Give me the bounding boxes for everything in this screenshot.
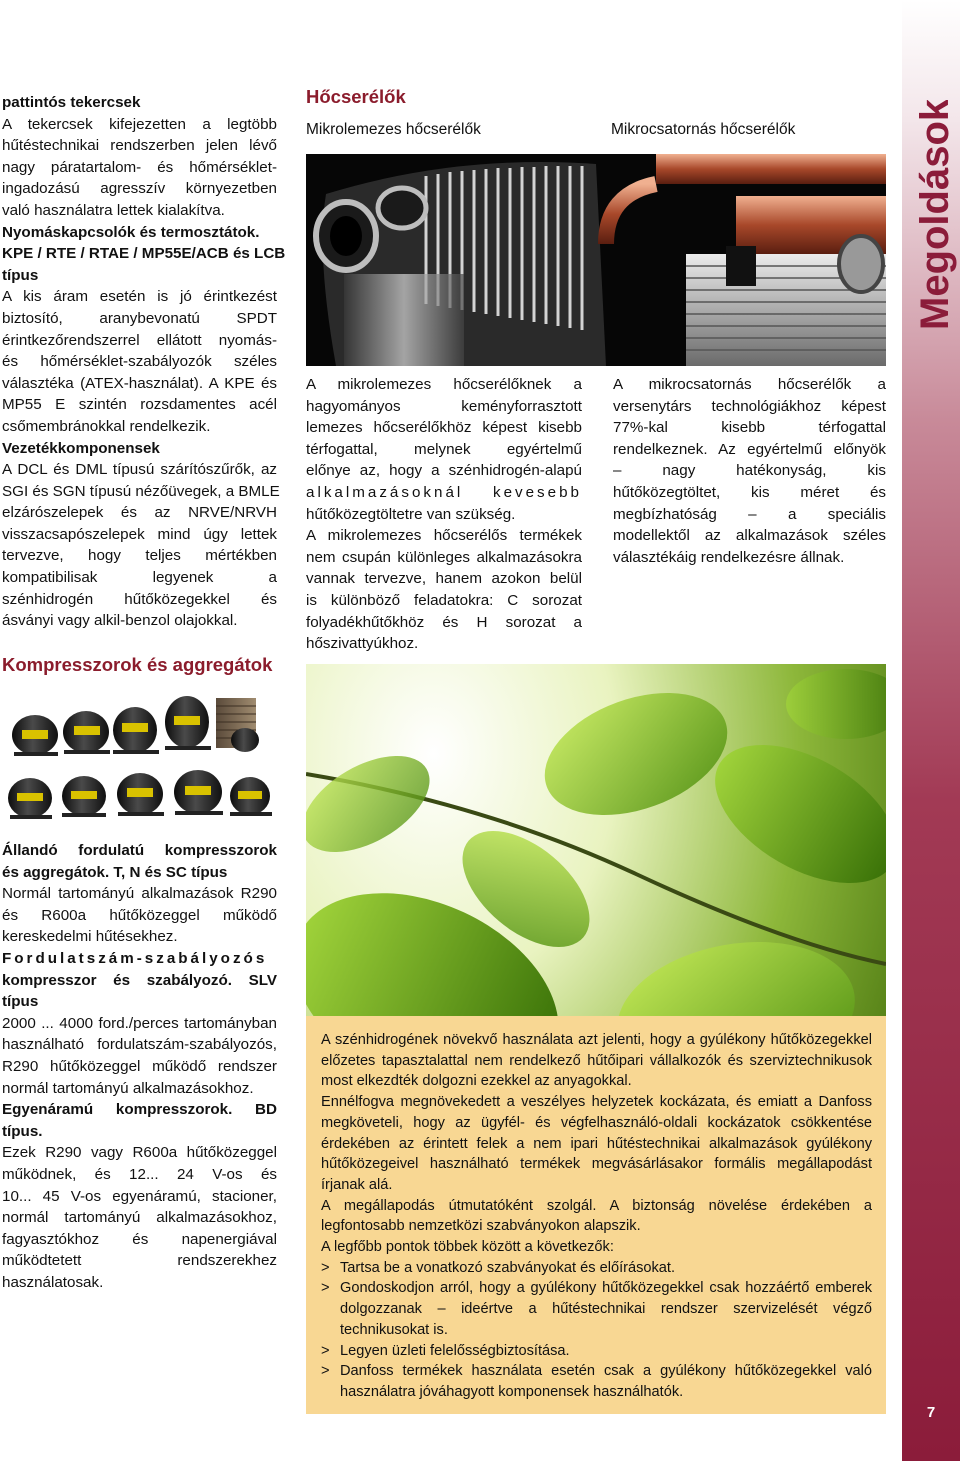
text-line: és aggregátok. T, N és SC típus [2,863,228,881]
text-line: típus. [2,1122,43,1140]
text-line: megbízhatóság – a speciális [613,505,886,523]
text-line: 2000 ... 4000 ford./perces tartományban [2,1014,277,1032]
list-item: > Danfoss termékek használata esetén csak a gyúlékony hűtőközegekkel való használatra jóváhagyott komponensek használhatók. [321,1363,872,1400]
side-title [888,100,960,330]
compressor-units-icon [0,692,280,824]
bullet-marker: > [321,1363,330,1380]
text-line: A DCL és DML típusú szárítószűrők, az [2,461,277,479]
text-line: elzárószelepek és az NRVE/NRVH [2,504,277,522]
text-line: hagyományos keményforrasztott [306,397,582,415]
text-line: Normál tartományú alkalmazások R290 [2,885,277,903]
text-line: modellektől az alkalmazások széles [613,527,886,545]
side-title-text: Megoldások [913,100,957,330]
text-line: nem csupán különleges alkalmazásokra [306,548,582,566]
text-line: Vezetékkomponensek [2,439,160,457]
text-line: Egyenáramú kompresszorok. BD [2,1101,277,1119]
text-line: ingadozású agresszív környezetben [2,180,277,198]
text-line: előnye az, hogy a szénhidrogén-alapú [306,462,582,480]
text-line: használható fordulatszám-szabályozós, [2,1036,277,1054]
text-line: hűtőközegtöltet, kis méret és [613,483,886,501]
text-line: fagyasztókhoz és napenergiával [2,1230,277,1248]
text-line: kompresszor és szabályozó. SLV [2,971,277,989]
bullet-marker: > [321,1280,330,1297]
text-line: SGI és SGN típusú nézőüvegek, a BMLE [2,482,280,500]
text-line: választéka (ATEX-használat). A KPE és [2,374,277,392]
text-line: A mikrolemezes hőcserélőknek a [306,376,582,393]
text-line: Ezek R290 vagy R600a hűtőközeggel [2,1144,277,1162]
micro-plate-text [306,374,582,655]
text-line: térfogattal, melynek egyértelmű [306,440,582,458]
info-paragraph: A megállapodás útmutatóként szolgál. A biztonság növelése érdekében a legfontosabb nemzetközi szabványokon alapszik. [321,1197,872,1235]
compressors-heading: Kompresszorok és aggregátok [2,654,273,675]
heat-exchanger-icon [306,154,886,366]
text-line: A mikrocsatornás hőcserélők a [613,376,886,393]
text-line: kereskedelmi hűtésekhez. [2,928,178,946]
text-line: A kis áram esetén is jó érintkezést [2,288,277,306]
heat-exchangers-photo [306,154,886,366]
text-line: folyadékhűtőkhöz és H sorozat a [306,613,582,631]
text-line: csőmembránokkal rendelkezik. [2,417,211,435]
micro-channel-text [613,374,886,568]
bullet-marker: > [321,1259,330,1276]
text-line: MP55 E szintén rozsdamentes acél [2,396,277,414]
info-paragraph: A legfőbb pontok többek között a következők: [321,1239,614,1256]
text-line: típus [2,993,39,1011]
text-line: és hőmérséklet-szabályozók széles [2,353,277,371]
bullet-marker: > [321,1342,330,1359]
text-line: érintkezőrendszerrel ellátott nyomás- [2,331,277,349]
text-line: használatosak. [2,1273,104,1291]
text-line: is különböző feladatokra: C sorozat [306,591,582,609]
text-line: vannak tervezve, hanem azokon belül [306,570,582,588]
text-line: tervezve, hogy teljes mértékben [2,547,277,565]
page-number: 7 [926,1404,936,1421]
text-line: biztosító, aranybevonatú SPDT [2,309,277,327]
text-line: KPE / RTE / RTAE / MP55E/ACB és LCB [2,245,286,263]
text-line: alkalmazásoknál kevesebb [306,483,582,501]
text-line: való használatra lettek kialakítva. [2,201,225,219]
key-points-list [321,1258,872,1403]
text-line: normál tartományú alkalmazásokhoz, [2,1209,277,1227]
list-item: > Gondoskodjon arról, hogy a gyúlékony hűtőközegekkel csak hozzáértő emberek dolgozzanak – ideértve a hűtéstechnikai rendszer szervizelését végző technikusokat is. [321,1280,872,1338]
text-line: – nagy hatékonyság, kis [613,462,886,480]
text-line: nagy páratartalom- és hőmérséklet- [2,158,277,176]
text-line: A tekercsek kifejezetten a legtöbb [2,115,277,133]
text-line: hűtéstechnikai rendszerben jelen lévő [2,137,277,155]
list-item: > Legyen üzleti felelősségbiztosítása. [321,1341,872,1362]
text-line: rendelkeznek. Az egyértelmű előnyök [613,440,886,458]
text-line: típus [2,266,39,284]
text-line: hűtőközegtöltetre van szükség. [306,505,516,523]
text-line: pattintós tekercsek [2,94,141,111]
text-line: R290 hűtőközeggel működő rendszer [2,1057,277,1075]
text-line: Nyomáskapcsolók és termosztátok. [2,223,260,241]
left-text-column [2,92,286,632]
text-line: működnek, és 12... 24 V-os és [2,1165,277,1183]
text-line: kompatibilisak legyenek a [2,569,277,587]
text-line: Fordulatszám-szabályozós [2,949,268,967]
safety-info-box [306,1016,886,1414]
text-line: visszacsapószelepek mind úgy lettek [2,525,277,543]
text-line: A mikrolemezes hőcserélős termékek [306,527,582,545]
text-line: hőszivattyúkhoz. [306,635,419,653]
heat-exchangers-heading: Hőcserélők [306,86,406,107]
micro-plate-title: Mikrolemezes hőcserélők [306,121,481,138]
text-line: versenytárs technológiákhoz képest [613,397,886,415]
text-line: normál tartományú alkalmazásokhoz. [2,1079,254,1097]
text-line: szénhidrogén hűtőközegekkel és [2,590,277,608]
compressors-photo [0,692,280,824]
info-paragraph: A szénhidrogének növekvő használata azt jelenti, hogy a gyúlékony hűtőközegekkel előzetes tapasztalattal nem rendelkező hűtőipari vállalkozók és szerviztechnikusok most elkezdték dolgozni ezekkel az anyagokkal. [321,1032,872,1090]
text-line: ásványi vagy alkil-benzol olajokkal. [2,612,238,630]
text-line: Állandó fordulatú kompresszorok [2,842,277,859]
text-line: és R600a hűtőközeggel működő [2,906,277,924]
list-item: > Tartsa be a vonatkozó szabványokat és előírásokat. [321,1258,872,1279]
text-line: lemezes hőcserélőkhöz képest kisebb [306,419,582,437]
micro-channel-title: Mikrocsatornás hőcserélők [611,121,796,138]
text-line: választékáig rendelkezésre állnak. [613,548,845,566]
text-line: 10... 45 V-os egyenáramú, stacioner, [2,1187,277,1205]
compressors-text-column [2,840,277,1293]
info-paragraph: Ennélfogva megnövekedett a veszélyes helyzetek kockázata, és emiatt a Danfoss megköveteli, hogy az ügyfél- és végfelhasználó-oldali kockázatok csökkentése érdekében az érintett felek a nem ipari hűtéstechnikai alkalmazások gyúlékony hűtőközegeivel használható termékek megvásárlásakor formális megállapodást írjanak alá. [321,1094,872,1193]
text-line: működtetett rendszerekhez [2,1252,277,1270]
text-line: 77%-kal kisebb térfogattal [613,419,886,437]
